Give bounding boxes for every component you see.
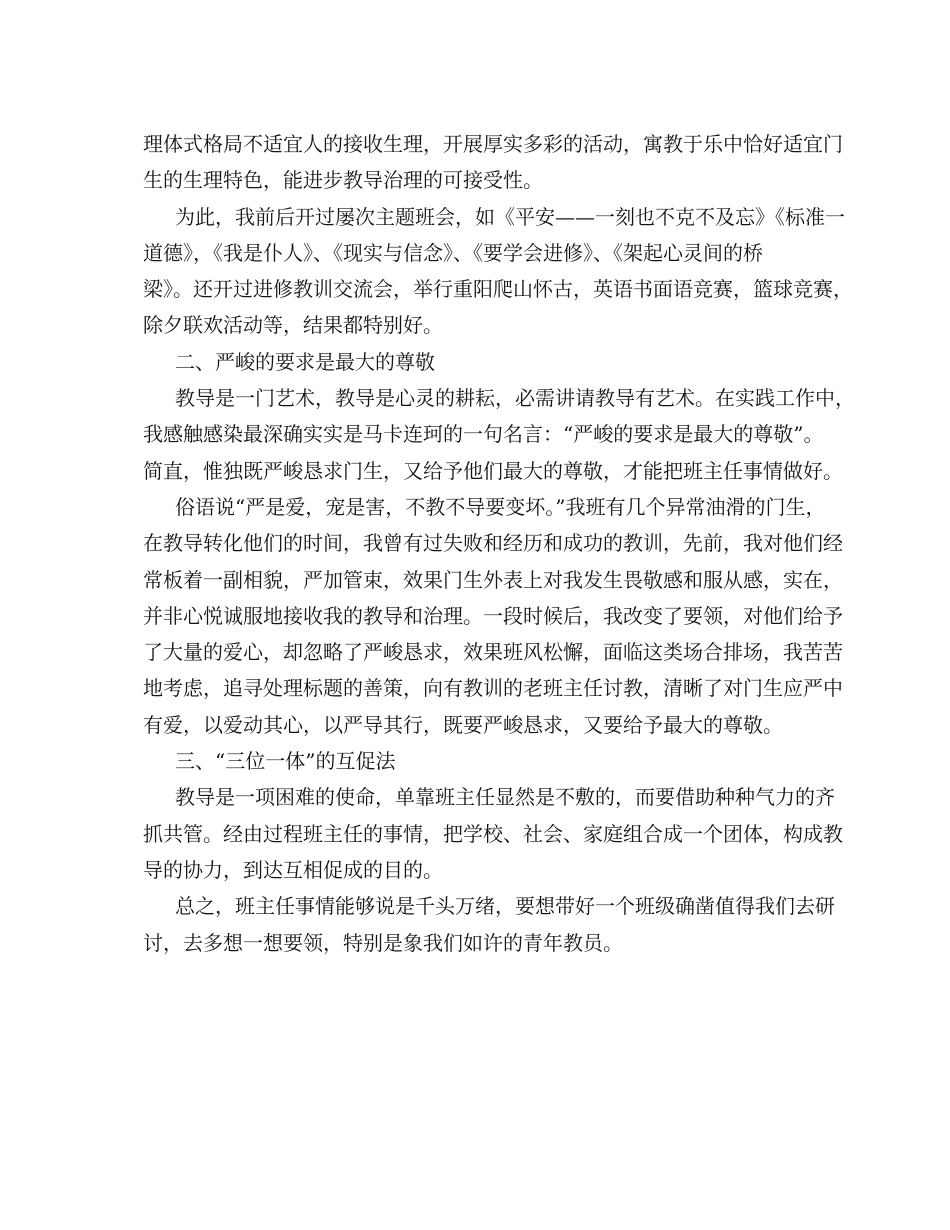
paragraph-start-line: 教导是一门艺术，教导是心灵的耕耘，必需讲请教导有艺术。在实践工作中， <box>175 386 855 411</box>
text-line: 并非心悦诚服地接收我的教导和治理。一段时候后，我改变了要领，对他们给予 <box>143 603 843 628</box>
paragraph-start-line: 为此，我前后开过屡次主题班会，如《平安——一刻也不克不及忘》《标准一 <box>175 204 845 229</box>
paragraph-start-line: 俗语说“严是爱，宠是害，不教不导要变坏。”我班有几个异常油滑的门生， <box>175 494 826 519</box>
text-line: 在教导转化他们的时间，我曾有过失败和经历和成功的教训，先前，我对他们经 <box>143 531 843 556</box>
text-line: 简直，惟独既严峻恳求门生，又给予他们最大的尊敬，才能把班主任事情做好。 <box>143 458 843 483</box>
text-line: 讨，去多想一想要领，特别是象我们如许的青年教员。 <box>143 930 623 955</box>
text-line: 常板着一副相貌，严加管束，效果门生外表上对我发生畏敬感和服从感，实在， <box>143 567 843 592</box>
text-line: 有爱，以爱动其心，以严导其行，既要严峻恳求，又要给予最大的尊敬。 <box>143 712 783 737</box>
text-line: 生的生理特色，能进步教导治理的可接受性。 <box>143 168 543 193</box>
text-line: 除夕联欢活动等，结果都特别好。 <box>143 313 443 338</box>
document-body <box>143 126 855 961</box>
section-heading: 三、“三位一体”的互促法 <box>175 749 396 774</box>
text-line: 理体式格局不适宜人的接收生理，开展厚实多彩的活动，寓教于乐中恰好适宜门 <box>143 132 843 156</box>
text-line: 导的协力，到达互相促成的目的。 <box>143 857 443 882</box>
text-line: 道德》，《我是仆人》、《现实与信念》、《要学会进修》、《架起心灵间的桥 <box>143 240 763 265</box>
text-line: 我感触感染最深确实实是马卡连珂的一句名言：“严峻的要求是最大的尊敬”。 <box>143 422 824 447</box>
section-heading: 二、严峻的要求是最大的尊敬 <box>175 349 435 374</box>
text-line: 了大量的爱心，却忽略了严峻恳求，效果班风松懈，面临这类场合排场，我苦苦 <box>143 640 843 665</box>
text-line: 抓共管。经由过程班主任的事情，把学校、社会、家庭组合成一个团体，构成教 <box>143 821 843 846</box>
paragraph-start-line: 总之，班主任事情能够说是千头万绪，要想带好一个班级确凿值得我们去研 <box>175 894 835 919</box>
text-line: 地考虑，追寻处理标题的善策，向有教训的老班主任讨教，清晰了对门生应严中 <box>143 676 843 701</box>
text-line: 梁》。还开过进修教训交流会，举行重阳爬山怀古，英语书面语竞赛，篮球竞赛， <box>143 277 853 302</box>
paragraph-start-line: 教导是一项困难的使命，单靠班主任显然是不敷的，而要借助种种气力的齐 <box>175 785 835 810</box>
